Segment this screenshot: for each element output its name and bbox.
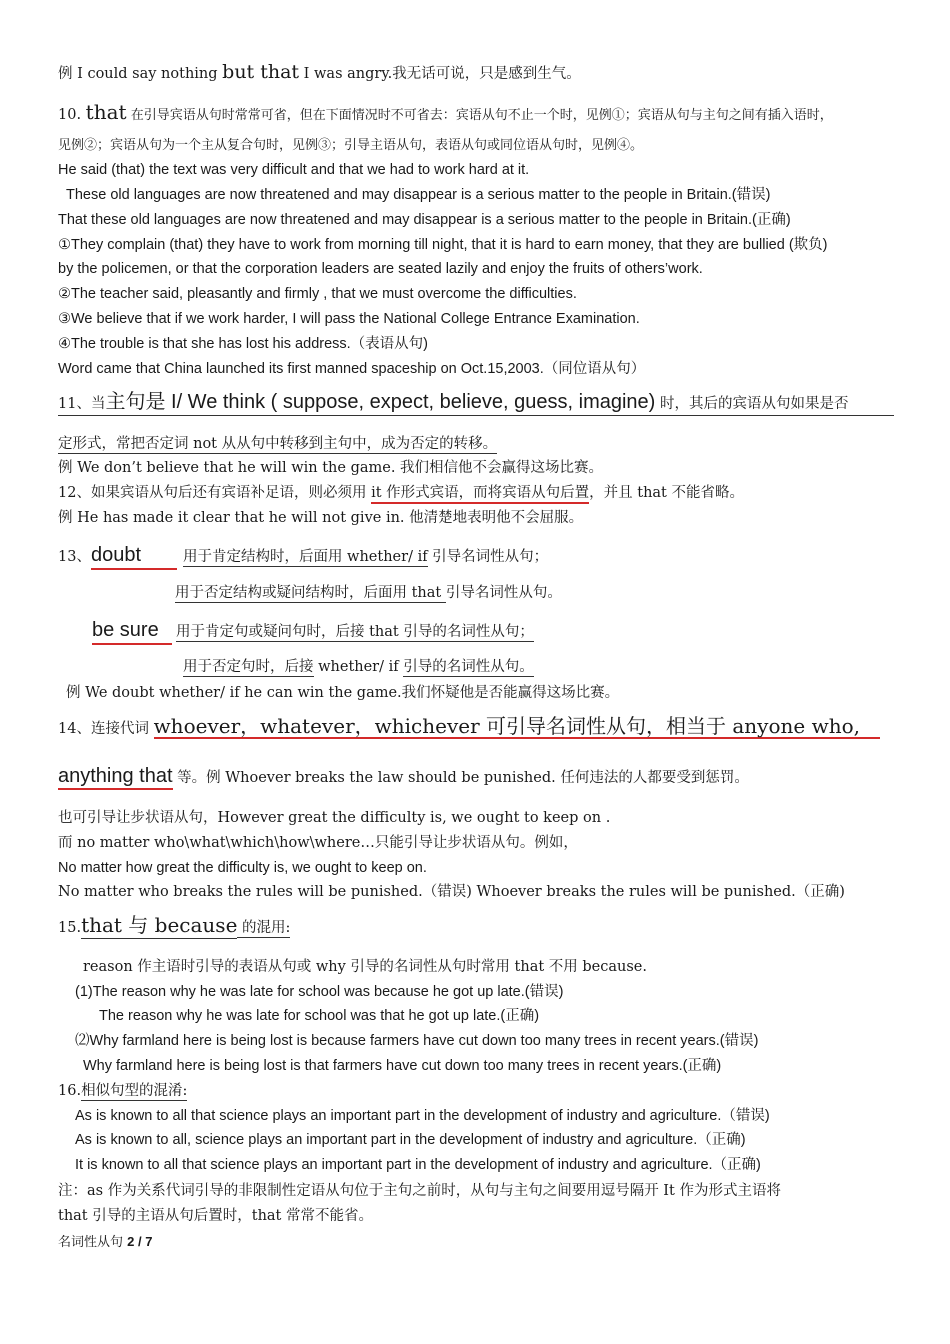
line-40: that 引导的主语从句后置时，that 常常不能省。 [58, 1208, 373, 1224]
line-28: No matter who breaks the rules will be punished.（错误) Whoever breaks the rules will be punished.（正确) [58, 884, 845, 900]
line-31: (1)The reason why he was late for school was because he got up late.(错误) [75, 984, 564, 1000]
line-22: 例 We doubt whether/ if he can win the game.我们怀疑他是否能赢得这场比赛。 [66, 685, 620, 701]
keyword-anything-that: anything that [58, 765, 173, 790]
line-24: anything that 等。例 Whoever breaks the law should be punished. 任何违法的人都要受到惩罚。 [58, 766, 898, 788]
line-15: 例 We don’t believe that he will win the game. 我们相信他不会赢得这场比赛。 [58, 460, 604, 476]
line-21: 用于否定句时，后接 whether/ if 引导的名词性从句。 [183, 659, 534, 675]
line-2: 10. that 在引导宾语从句时常常可省，但在下面情况时不可省去：宾语从句不止一个时，见例①；宾语从句与主句之间有插入语时， [58, 100, 833, 124]
line-11: ④The trouble is that she has lost his address.（表语从句) [58, 336, 429, 352]
line-10: ③We believe that if we work harder, I will pass the National College Entrance Examination. [58, 311, 640, 327]
line-9: ②The teacher said, pleasantly and firmly , that we must overcome the difficulties. [58, 286, 577, 302]
line-18: 13、doubt 用于肯定结构时，后面用 whether/ if 引导名词性从句； [58, 545, 898, 570]
keyword-main-clause: 主句是 I/ We think ( suppose, expect, believe, guess, imagine) [105, 391, 656, 413]
line-17: 例 He has made it clear that he will not give in. 他清楚地表明他不会屈服。 [58, 510, 584, 526]
heading-similar-patterns: 相似句型的混淆: [81, 1083, 188, 1099]
keyword-whoever-whatever: whoever，whatever，whichever 可引导名词性从句，相当于 anyone who, [154, 716, 880, 739]
line-37: As is known to all, science plays an important part in the development of industry and agriculture.（正确) [75, 1132, 746, 1148]
keyword-but-that: but that [222, 61, 300, 83]
highlight-it-formal-object: it 作形式宾语，而将宾语从句后置 [371, 485, 589, 504]
page-footer: 名词性从句 2 / 7 [58, 1234, 153, 1250]
line-32: The reason why he was late for school was that he got up late.(正确) [99, 1008, 540, 1024]
line-20: be sure 用于肯定句或疑问句时，后接 that 引导的名词性从句； [92, 620, 898, 645]
line-39: 注：as 作为关系代词引导的非限制性定语从句位于主句之前时，从句与主句之间要用逗号隔开 It 作为形式主语将 [58, 1183, 781, 1199]
line-38: It is known to all that science plays an important part in the development of industry and agriculture.（正确) [75, 1157, 761, 1173]
line-26: 而 no matter who\what\which\how\where…只能引导让步状语从句。例如， [58, 835, 578, 851]
line-13: 11、当主句是 I/ We think ( suppose, expect, believe, guess, imagine) 时，其后的宾语从句如果是否 [58, 392, 898, 416]
keyword-be-sure: be sure [92, 619, 159, 641]
line-33: ⑵Why farmland here is being lost is because farmers have cut down too many trees in recent years.(错误) [75, 1033, 759, 1049]
line-30: reason 作主语时引导的表语从句或 why 引导的名词性从句时常用 that 不用 because. [83, 959, 647, 975]
line-5: These old languages are now threatened and may disappear is a serious matter to the people in Britain.(错误) [66, 187, 771, 203]
line-29: 15.that 与 because 的混用: [58, 913, 291, 937]
line-34: Why farmland here is being lost is that farmers have cut down too many trees in recent years.(正确) [83, 1058, 722, 1074]
line-25: 也可引导让步状语从句，However great the difficulty is, we ought to keep on . [58, 810, 611, 826]
keyword-that-because: that 与 because [81, 913, 238, 937]
keyword-doubt: doubt [90, 544, 142, 566]
line-23: 14、连接代词 whoever，whatever，whichever 可引导名词性从句，相当于 anyone who, [58, 716, 898, 739]
keyword-that: that [85, 100, 127, 124]
line-6: That these old languages are now threatened and may disappear is a serious matter to the people in Britain.(正确) [58, 212, 791, 228]
line-7: ①They complain (that) they have to work from morning till night, that it is hard to earn money, that they are bullied (欺负) [58, 237, 828, 253]
line-1: 例 I could say nothing but that I was angry.我无话可说，只是感到生气。 [58, 61, 581, 83]
line-27: No matter how great the difficulty is, we ought to keep on. [58, 860, 427, 876]
line-36: As is known to all that science plays an important part in the development of industry and agriculture.（错误) [75, 1108, 770, 1124]
page-number: 2 / 7 [127, 1234, 153, 1249]
line-19: 用于否定结构或疑问结构时，后面用 that 引导名词性从句。 [175, 585, 562, 601]
line-4: He said (that) the text was very difficult and that we had to work hard at it. [58, 162, 530, 178]
line-3: 见例②；宾语从句为一个主从复合句时，见例③；引导主语从句，表语从句或同位语从句时，见例④。 [58, 138, 644, 153]
line-8: by the policemen, or that the corporation leaders are seated lazily and enjoy the fruits of others’work. [58, 261, 703, 277]
line-12: Word came that China launched its first manned spaceship on Oct.15,2003.（同位语从句） [58, 361, 646, 377]
line-35: 16.相似句型的混淆: [58, 1083, 188, 1099]
line-16: 12、如果宾语从句后还有宾语补足语，则必须用 it 作形式宾语，而将宾语从句后置，并且 that 不能省略。 [58, 483, 898, 503]
line-14: 定形式，常把否定词 not 从从句中转移到主句中，成为否定的转移。 [58, 436, 498, 452]
